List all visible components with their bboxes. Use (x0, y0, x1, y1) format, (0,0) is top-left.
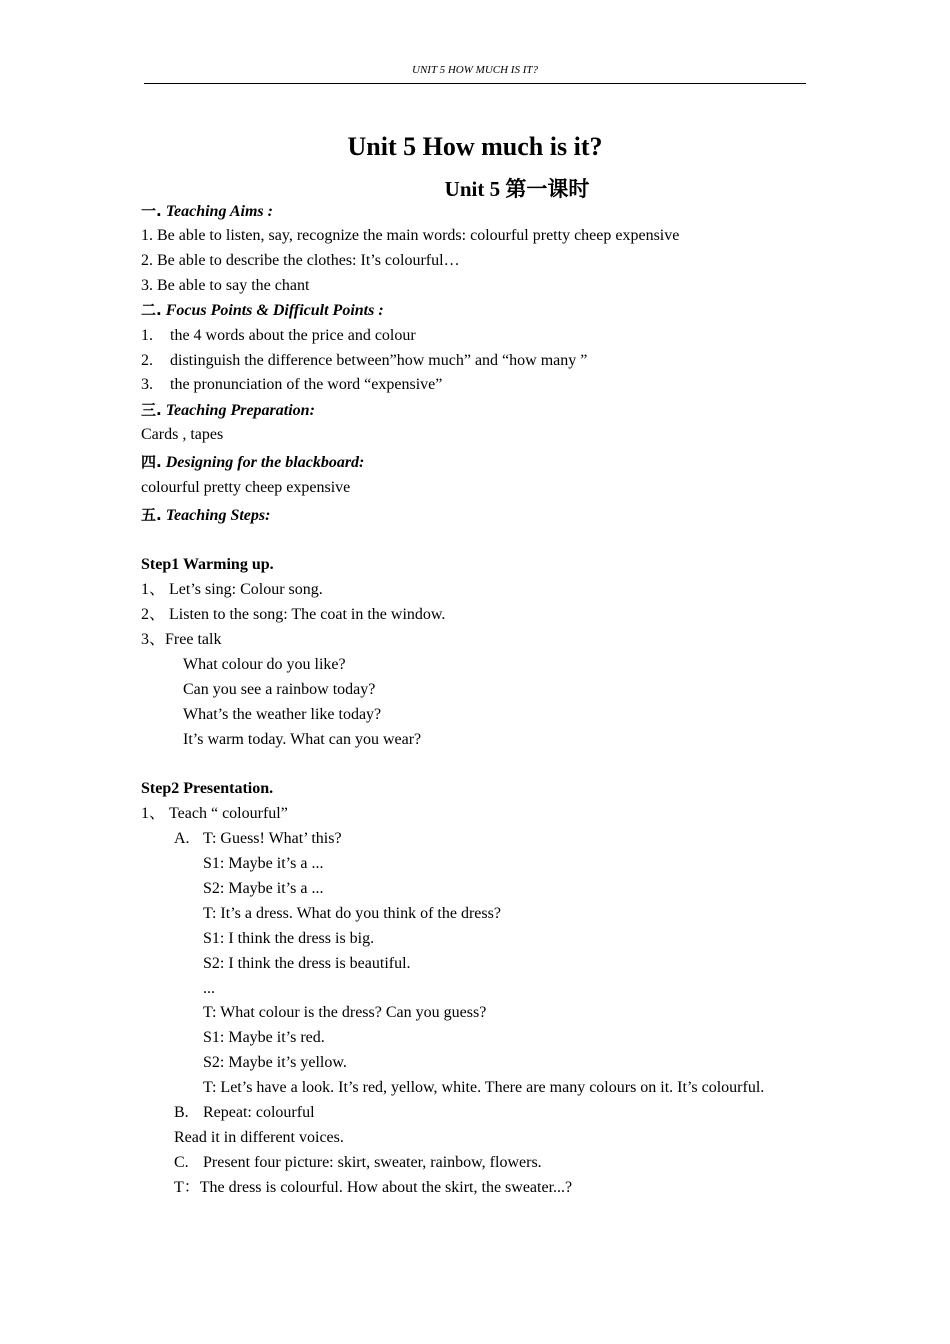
focus-item (141, 326, 416, 346)
dialogue-line: S1: Maybe it’s red. (203, 1029, 325, 1046)
dialogue-line: ... (203, 980, 215, 997)
section-title: Teaching Aims : (165, 203, 273, 220)
document-title: Unit 5 How much is it? (347, 132, 603, 161)
dialogue-line: T: What colour is the dress? Can you guess? (203, 1004, 487, 1021)
step1-heading: Step1 Warming up. (141, 556, 274, 573)
sub-item-a (174, 829, 342, 849)
step1-item (141, 630, 221, 650)
sub-item-text: Present four picture: skirt, sweater, rainbow, flowers. (203, 1154, 542, 1171)
list-marker: C. (174, 1154, 189, 1171)
section-heading-aims (141, 201, 273, 222)
list-marker: 2、 (141, 606, 166, 623)
list-marker: 3. (141, 376, 153, 393)
step1-item-text: Free talk (165, 631, 222, 648)
list-marker: 1. (141, 327, 153, 344)
sub-item-note: Read it in different voices. (174, 1129, 344, 1146)
step1-item-text: Listen to the song: The coat in the window. (169, 606, 446, 623)
section-number: 三. (141, 401, 162, 419)
dialogue-line: S1: Maybe it’s a ... (203, 855, 324, 872)
dialogue-line: T: Let’s have a look. It’s red, yellow, white. There are many colours on it. It’s colourful. (203, 1079, 765, 1096)
section-number: 四. (141, 453, 162, 471)
list-marker: B. (174, 1104, 189, 1121)
running-header: UNIT 5 HOW MUCH IS IT? (412, 64, 538, 76)
sub-item-b (174, 1103, 315, 1123)
step1-item (141, 605, 445, 625)
section-heading-focus (141, 300, 384, 321)
list-marker: 1、 (141, 805, 166, 822)
dialogue-line: S2: Maybe it’s yellow. (203, 1054, 347, 1071)
section-number: 五. (141, 506, 162, 524)
free-talk-line: What’s the weather like today? (183, 706, 382, 723)
aim-item: 3. Be able to say the chant (141, 277, 310, 294)
dialogue-line: S2: I think the dress is beautiful. (203, 955, 411, 972)
list-marker: 1、 (141, 581, 166, 598)
focus-item (141, 375, 442, 395)
focus-text: the pronunciation of the word “expensive” (170, 376, 443, 393)
section-number: 二. (141, 301, 162, 319)
section-heading-blackboard (141, 452, 364, 473)
section-title: Focus Points & Difficult Points : (165, 302, 384, 319)
section-heading-preparation (141, 400, 315, 421)
aim-item: 1. Be able to listen, say, recognize the main words: colourful pretty cheep expensive (141, 227, 680, 244)
focus-item (141, 351, 587, 371)
teacher-line: T：The dress is colourful. How about the skirt, the sweater...? (174, 1179, 573, 1196)
header-rule (144, 83, 806, 84)
dialogue-line: S2: Maybe it’s a ... (203, 880, 324, 897)
sub-item-c (174, 1153, 542, 1173)
section-title: Teaching Preparation: (165, 402, 315, 419)
dialogue-line: S1: I think the dress is big. (203, 930, 375, 947)
document-subtitle: Unit 5 第一课时 (444, 177, 590, 201)
focus-text: the 4 words about the price and colour (170, 327, 416, 344)
step2-item (141, 804, 288, 824)
free-talk-line: It’s warm today. What can you wear? (183, 731, 422, 748)
sub-item-text: Repeat: colourful (203, 1104, 315, 1121)
blackboard-text: colourful pretty cheep expensive (141, 479, 351, 496)
aim-item: 2. Be able to describe the clothes: It’s colourful… (141, 252, 460, 269)
section-title: Teaching Steps: (165, 507, 271, 524)
step2-item-text: Teach “ colourful” (169, 805, 288, 822)
focus-text: distinguish the difference between”how much” and “how many ” (170, 352, 588, 369)
sub-item-text: T: Guess! What’ this? (203, 830, 342, 847)
section-number: 一. (141, 202, 162, 220)
preparation-text: Cards , tapes (141, 426, 224, 443)
dialogue-line: T: It’s a dress. What do you think of the dress? (203, 905, 501, 922)
list-marker: 3、 (141, 631, 166, 648)
section-heading-steps (141, 505, 270, 526)
step1-item-text: Let’s sing: Colour song. (169, 581, 323, 598)
list-marker: A. (174, 830, 190, 847)
step2-heading: Step2 Presentation. (141, 780, 274, 797)
list-marker: 2. (141, 352, 153, 369)
free-talk-line: What colour do you like? (183, 656, 346, 673)
free-talk-line: Can you see a rainbow today? (183, 681, 376, 698)
section-title: Designing for the blackboard: (165, 454, 365, 471)
step1-item (141, 580, 323, 600)
